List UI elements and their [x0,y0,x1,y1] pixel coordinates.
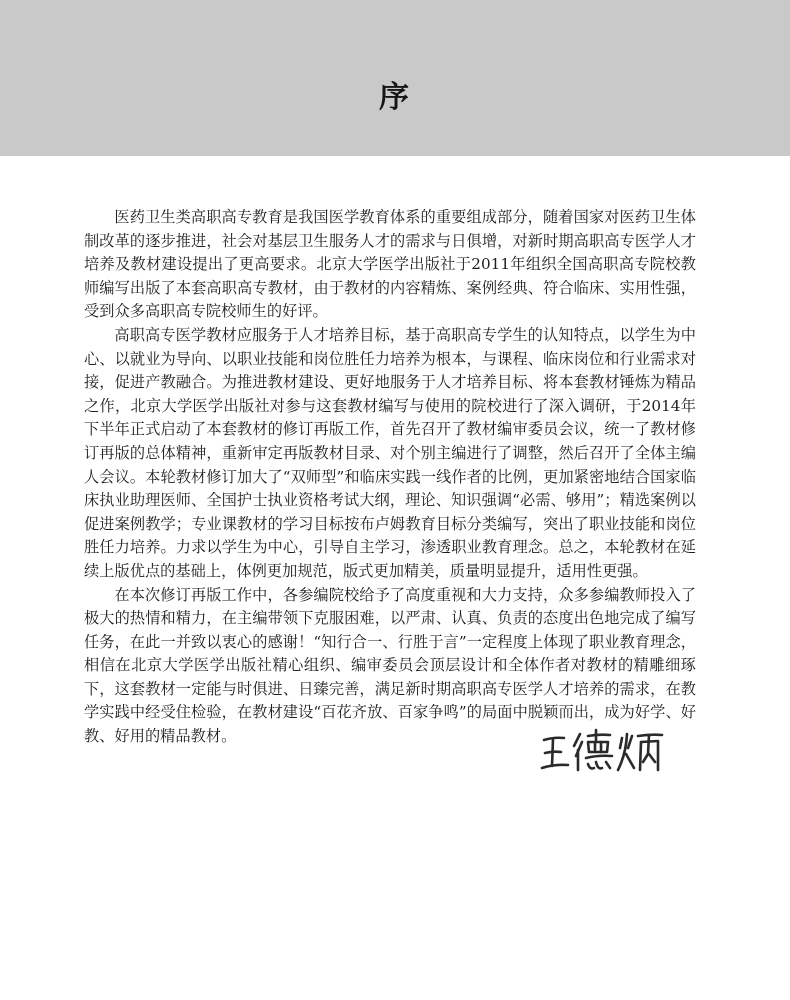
signature-icon [538,724,668,780]
handwritten-signature [538,724,668,780]
paragraph-2: 高职高专医学教材应服务于人才培养目标，基于高职高专学生的认知特点，以学生为中心、以就业为导向、以职业技能和岗位胜任力培养为根本，与课程、临床岗位和行业需求对接，促进产教融合。为推进教材建设、更好地服务于人才培养目标、将本套教材锤炼为精品之作，北京大学医学出版社对参与这套教材编写与使用的院校进行了深入调研，于2014年下半年正式启动了本套教材的修订再版工作，首先召开了教材编审委员会议，统一了教材修订再版的总体精神，重新审定再版教材目录、对个别主编进行了调整，然后召开了全体主编人会议。本轮教材修订加大了“双师型”和临床实践一线作者的比例，更加紧密地结合国家临床执业助理医师、全国护士执业资格考试大纲，理论、知识强调“必需、够用”；精选案例以促进案例教学；专业课教材的学习目标按布卢姆教育目标分类编写，突出了职业技能和岗位胜任力培养。力求以学生为中心，引导自主学习，渗透职业教育理念。总之，本轮教材在延续上版优点的基础上，体例更加规范，版式更加精美，质量明显提升，适用性更强。 [84,325,696,580]
paragraph-3: 在本次修订再版工作中，各参编院校给予了高度重视和大力支持，众多参编教师投入了极大的热情和精力，在主编带领下克服困难，以严肃、认真、负责的态度出色地完成了编写任务，在此一并致以衷心的感谢！“知行合一、行胜于言”一定程度上体现了职业教育理念，相信在北京大学医学出版社精心组织、编审委员会顶层设计和全体作者对教材的精雕细琢下，这套教材一定能与时俱进、日臻完善，满足新时期高职高专医学人才培养的需求，在教学实践中经受住检验，在教材建设“百花齐放、百家争鸣”的局面中脱颖而出，成为好学、好教、好用的精品教材。 [84,585,696,746]
page-title: 序 [379,80,411,115]
preface-body [84,206,696,749]
paragraph-1: 医药卫生类高职高专教育是我国医学教育体系的重要组成部分，随着国家对医药卫生体制改革的逐步推进，社会对基层卫生服务人才的需求与日俱增，对新时期高职高专医学人才培养及教材建设提出了更高要求。北京大学医学出版社于2011年组织全国高职高专院校教师编写出版了本套高职高专教材，由于教材的内容精炼、案例经典、符合临床、实用性强，受到众多高职高专院校师生的好评。 [84,208,696,321]
